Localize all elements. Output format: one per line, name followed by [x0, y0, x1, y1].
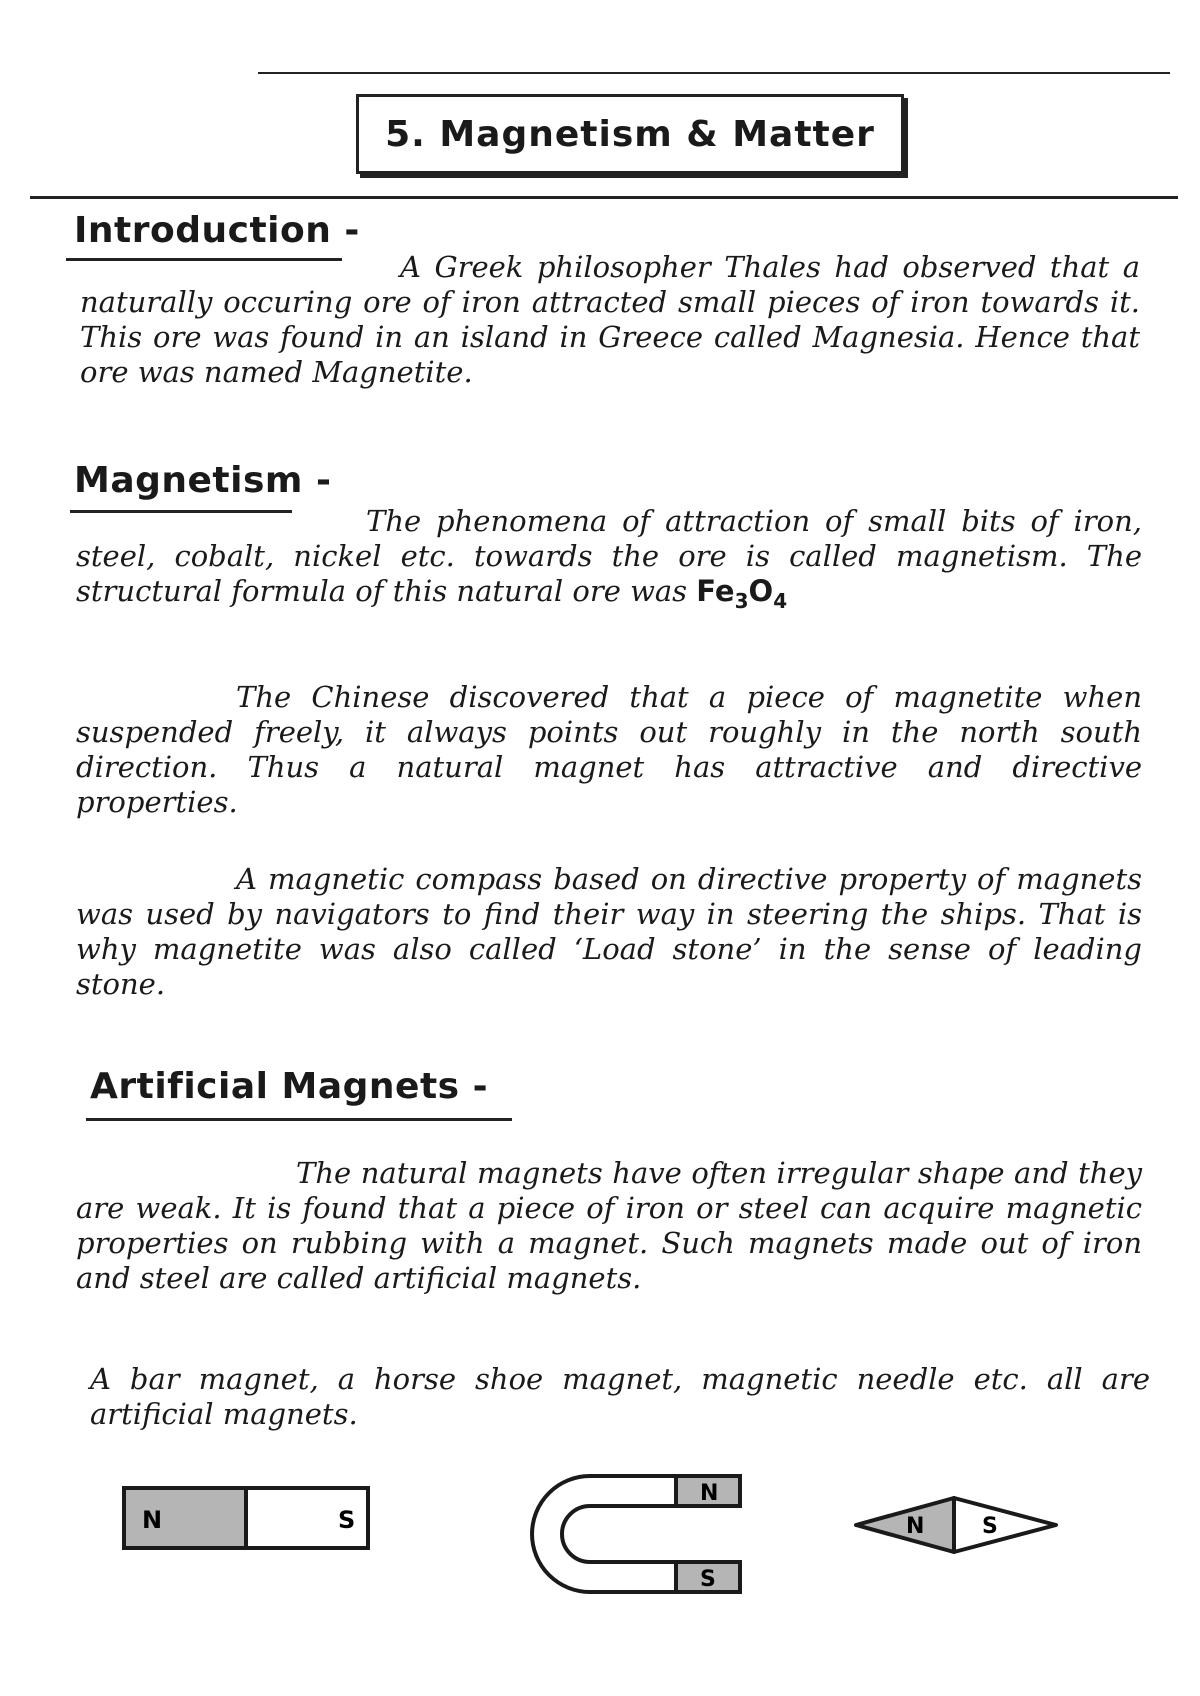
artificial-paragraph-1: The natural magnets have often irregular shape and they are weak. It is found that a piece of iron or steel can acquire magnetic properties on rubbing with a magnet. Such magnets made out of iron and steel are called artificial magnets. [76, 1156, 1142, 1295]
top-rule [258, 72, 1170, 74]
bar-magnet-n-label: N [142, 1506, 163, 1534]
horseshoe-magnet-figure [520, 1470, 750, 1600]
artificial-magnets-underline [86, 1118, 512, 1121]
bar-magnet-figure [120, 1484, 380, 1556]
formula-mid: O [748, 574, 774, 608]
formula-sub-1: 3 [734, 588, 749, 613]
artificial-magnets-heading: Artificial Magnets - [90, 1066, 489, 1107]
magnetic-needle-figure [852, 1492, 1062, 1558]
magnetism-paragraph-3: A magnetic compass based on directive property of magnets was used by navigators to find their way in steering the ships. That is why magnetite was also called ‘Load stone’ in the sense of leading stone. [76, 862, 1142, 1001]
magnetism-paragraph-1 [76, 504, 1142, 619]
horseshoe-s-label: S [700, 1567, 716, 1592]
page-title: 5. Magnetism & Matter [356, 94, 904, 174]
magnetism-paragraph-1-text: The phenomena of attraction of small bits of iron, steel, cobalt, nickel etc. towards the ore is called magnetism. The structural formula of this natural ore was [76, 504, 1142, 608]
introduction-heading: Introduction - [74, 210, 360, 251]
needle-s-label: S [982, 1514, 998, 1539]
needle-n-label: N [906, 1514, 925, 1539]
formula-base: Fe [696, 574, 735, 608]
horseshoe-n-label: N [700, 1481, 719, 1506]
formula-sub-2: 4 [773, 588, 788, 613]
needle-south-half [954, 1498, 1056, 1552]
artificial-paragraph-2: A bar magnet, a horse shoe magnet, magnetic needle etc. all are artificial magnets. [90, 1362, 1150, 1431]
magnetism-paragraph-2: The Chinese discovered that a piece of magnetite when suspended freely, it always points out roughly in the north south direction. Thus a natural magnet has attractive and directive properties. [76, 680, 1142, 819]
needle-north-half [856, 1498, 954, 1552]
magnetism-heading: Magnetism - [74, 460, 332, 501]
introduction-paragraph: A Greek philosopher Thales had observed that a naturally occuring ore of iron attracted small pieces of iron towards it. This ore was found in an island in Greece called Magnesia. Hence that ore was named Magnetite. [80, 250, 1140, 389]
bar-magnet-s-label: S [338, 1506, 356, 1534]
title-divider [30, 196, 1178, 199]
iron-oxide-formula [696, 574, 788, 613]
